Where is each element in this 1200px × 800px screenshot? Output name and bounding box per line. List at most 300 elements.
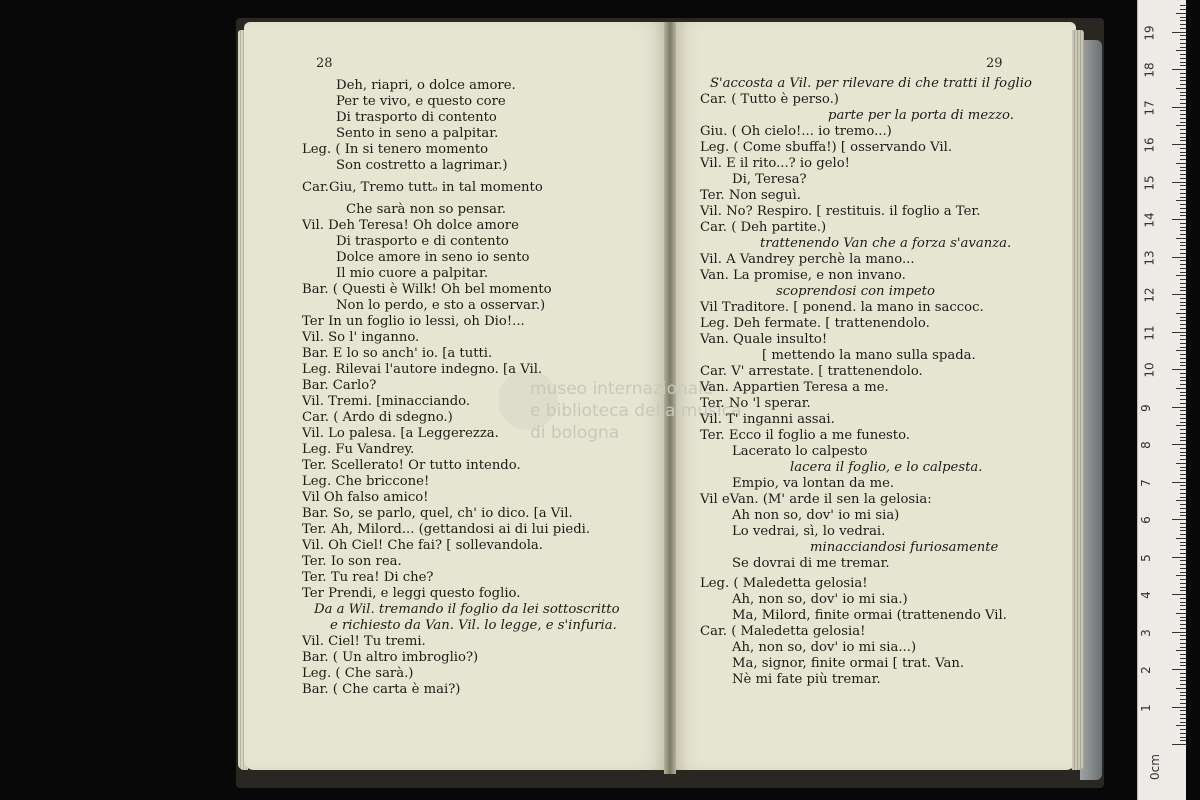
ruler-tick [1180, 283, 1186, 284]
ruler-tick [1180, 137, 1186, 138]
ruler-tick [1180, 635, 1186, 636]
ruler-number: 7 [1138, 478, 1153, 487]
ruler-tick [1176, 88, 1186, 89]
left-text-line: Ter. Scellerato! Or tutto intendo. [302, 458, 521, 473]
ruler-tick [1180, 159, 1186, 160]
ruler-number: 18 [1142, 62, 1157, 78]
ruler-tick [1180, 287, 1186, 288]
ruler-tick [1180, 354, 1186, 355]
right-text-line: scoprendosi con impeto [776, 284, 935, 299]
left-text-line: Vil. So l' inganno. [302, 330, 420, 345]
ruler-tick [1172, 407, 1186, 408]
right-text-line: Lo vedrai, sì, lo vedrai. [732, 524, 886, 539]
left-text-line: Car. ( Ardo di sdegno.) [302, 410, 453, 425]
right-text-line: Vil. A Vandrey perchè la mano... [700, 252, 915, 267]
ruler-tick [1180, 114, 1186, 115]
ruler-tick [1180, 703, 1186, 704]
ruler-tick [1180, 392, 1186, 393]
right-text-line: Van. Quale insulto! [700, 332, 828, 347]
ruler-tick [1180, 515, 1186, 516]
ruler-tick [1180, 249, 1186, 250]
right-text-line: Ah, non so, dov' io mi sia.) [732, 592, 908, 607]
ruler-tick [1180, 654, 1186, 655]
right-text-line: lacera il foglio, e lo calpesta. [790, 460, 983, 475]
ruler-tick [1180, 328, 1186, 329]
ruler-tick [1180, 242, 1186, 243]
right-text-line: Van. Appartien Teresa a me. [700, 380, 889, 395]
right-text-line: Leg. ( Come sbuffa!) [ osservando Vil. [700, 140, 953, 155]
ruler-tick [1180, 227, 1186, 228]
ruler-tick [1180, 24, 1186, 25]
right-text-line: Ah non so, dov' io mi sia) [732, 508, 900, 523]
ruler-number: 2 [1138, 666, 1153, 674]
ruler-number: 4 [1138, 591, 1153, 599]
ruler-tick [1180, 118, 1186, 119]
ruler-tick [1176, 613, 1186, 614]
right-text-line: Ter. No 'l sperar. [700, 396, 811, 411]
ruler-tick [1176, 500, 1186, 501]
ruler-tick [1180, 722, 1186, 723]
ruler-tick [1180, 347, 1186, 348]
ruler-tick [1180, 545, 1186, 546]
ruler-tick [1180, 197, 1186, 198]
left-text-line: Di trasporto di contento [336, 110, 497, 125]
ruler-number: 1 [1138, 703, 1153, 712]
right-page-number: 29 [986, 56, 1003, 71]
ruler-tick [1176, 275, 1186, 276]
ruler-tick [1180, 433, 1186, 434]
right-text-line: Ah, non so, dov' io mi sia...) [732, 640, 917, 655]
ruler-tick [1180, 710, 1186, 711]
left-text-line: Di trasporto e di contento [336, 234, 509, 249]
ruler-tick [1180, 440, 1186, 441]
ruler-tick [1180, 253, 1186, 254]
ruler-tick [1180, 643, 1186, 644]
left-text-line: Vil. Oh Ciel! Che fai? [ sollevandola. [302, 538, 543, 553]
ruler-tick [1176, 200, 1186, 201]
ruler-tick [1180, 512, 1186, 513]
ruler-tick [1180, 403, 1186, 404]
left-text-line: Ter. Io son rea. [302, 554, 402, 569]
ruler-tick [1172, 257, 1186, 258]
left-text-line: Leg. Che briccone! [302, 474, 430, 489]
ruler-tick [1176, 13, 1186, 14]
right-text-line: Car. ( Maledetta gelosia! [700, 624, 866, 639]
ruler-tick [1180, 695, 1186, 696]
ruler-number: 6 [1138, 516, 1153, 524]
left-text-line: Ter. Ah, Milord... (gettandosi ai di lui piedi. [302, 522, 591, 537]
ruler-tick [1180, 167, 1186, 168]
ruler-tick [1176, 350, 1186, 351]
ruler-tick [1180, 43, 1186, 44]
ruler-tick [1180, 493, 1186, 494]
ruler-tick [1172, 669, 1186, 670]
ruler-tick [1180, 362, 1186, 363]
ruler-tick [1172, 294, 1186, 295]
right-text-line: Se dovrai di me tremar. [732, 556, 890, 571]
ruler-tick [1180, 260, 1186, 261]
ruler-number: 15 [1142, 174, 1157, 191]
ruler-tick [1176, 688, 1186, 689]
ruler-tick [1180, 587, 1186, 588]
ruler-tick [1180, 309, 1186, 310]
ruler-tick [1180, 193, 1186, 194]
ruler-tick [1176, 538, 1186, 539]
left-page-number: 28 [316, 56, 333, 71]
right-text-line: Vil Traditore. [ ponend. la mano in saccoc. [700, 300, 984, 315]
right-text-line: Car. V' arrestate. [ trattenendolo. [700, 364, 923, 379]
ruler-tick [1172, 557, 1186, 558]
ruler-tick [1180, 384, 1186, 385]
ruler-tick [1180, 467, 1186, 468]
ruler-tick [1180, 395, 1186, 396]
ruler-tick [1180, 560, 1186, 561]
left-text-line: Ter In un foglio io lessi, oh Dio!... [302, 314, 525, 329]
ruler-tick [1180, 624, 1186, 625]
ruler-tick [1180, 553, 1186, 554]
left-text-line: Ter Prendi, e leggi questo foglio. [302, 586, 521, 601]
ruler-tick [1180, 692, 1186, 693]
ruler-tick [1180, 542, 1186, 543]
ruler-tick [1180, 527, 1186, 528]
right-text-line: Van. La promise, e non invano. [700, 268, 906, 283]
ruler-tick [1180, 174, 1186, 175]
ruler-number: 10 [1142, 362, 1157, 378]
left-text-line: Vil. Tremi. [minacciando. [302, 394, 471, 409]
ruler-tick [1180, 365, 1186, 366]
ruler-tick [1180, 590, 1186, 591]
ruler-number: 9 [1138, 403, 1153, 412]
ruler-tick [1180, 662, 1186, 663]
ruler-tick [1176, 725, 1186, 726]
ruler-tick [1180, 478, 1186, 479]
ruler-tick [1172, 482, 1186, 483]
ruler-tick [1180, 272, 1186, 273]
ruler-tick [1180, 373, 1186, 374]
ruler-tick [1180, 684, 1186, 685]
ruler-tick [1176, 575, 1186, 576]
left-text-line: Bar. ( Un altro imbroglio?) [302, 650, 479, 665]
ruler-tick [1180, 729, 1186, 730]
left-text-line: Da a Wil. tremando il foglio da lei sottoscritto [314, 602, 620, 617]
ruler-tick [1180, 335, 1186, 336]
ruler-number: 12 [1142, 287, 1157, 303]
ruler-tick [1180, 414, 1186, 415]
ruler-tick [1180, 223, 1186, 224]
ruler-tick [1180, 339, 1186, 340]
ruler-tick [1180, 609, 1186, 610]
ruler-number: 13 [1142, 249, 1157, 266]
ruler-tick [1172, 707, 1186, 708]
ruler-tick [1180, 317, 1186, 318]
measuring-ruler [1137, 0, 1186, 800]
left-text-line: Dolce amore in seno io sento [336, 250, 530, 265]
ruler-number: 5 [1138, 553, 1153, 562]
ruler-number: 17 [1142, 99, 1157, 116]
ruler-tick [1180, 152, 1186, 153]
ruler-tick [1180, 568, 1186, 569]
ruler-tick [1180, 410, 1186, 411]
ruler-tick [1172, 369, 1186, 370]
right-text-line: Ter. Ecco il foglio a me funesto. [700, 428, 910, 443]
ruler-tick [1180, 714, 1186, 715]
right-text-line: parte per la porta di mezzo. [828, 108, 1014, 123]
ruler-tick [1180, 380, 1186, 381]
ruler-tick [1180, 298, 1186, 299]
left-text-line: Son costretto a lagrimar.) [336, 158, 508, 173]
ruler-tick [1180, 474, 1186, 475]
ruler-tick [1180, 279, 1186, 280]
ruler-tick [1180, 598, 1186, 599]
left-text-line: Bar. So, se parlo, quel, ch' io dico. [a Vil. [302, 506, 573, 521]
right-text-line: Car. ( Tutto è perso.) [700, 92, 839, 107]
ruler-tick [1180, 212, 1186, 213]
ruler-tick [1180, 422, 1186, 423]
ruler-tick [1180, 418, 1186, 419]
ruler-tick [1180, 148, 1186, 149]
ruler-tick [1180, 140, 1186, 141]
ruler-tick [1180, 455, 1186, 456]
ruler-tick [1172, 332, 1186, 333]
ruler-tick [1180, 343, 1186, 344]
ruler-tick [1180, 628, 1186, 629]
ruler-tick [1180, 268, 1186, 269]
ruler-tick [1180, 639, 1186, 640]
ruler-tick [1172, 444, 1186, 445]
left-text-line: Bar. ( Questi è Wilk! Oh bel momento [302, 282, 552, 297]
left-text-line: Bar. ( Che carta è mai?) [302, 682, 461, 697]
ruler-tick [1180, 5, 1186, 6]
ruler-tick [1180, 170, 1186, 171]
ruler-tick [1180, 245, 1186, 246]
ruler-number: 3 [1138, 628, 1153, 637]
ruler-tick [1176, 650, 1186, 651]
right-text-line: Giu. ( Oh cielo!... io tremo...) [700, 124, 892, 139]
right-text-line: Di, Teresa? [732, 172, 807, 187]
ruler-tick [1176, 50, 1186, 51]
ruler-tick [1172, 182, 1186, 183]
ruler-tick [1180, 92, 1186, 93]
left-text-line: Che sarà non so pensar. [346, 202, 507, 217]
left-text-line: Vil. Lo palesa. [a Leggerezza. [302, 426, 499, 441]
ruler-tick [1180, 452, 1186, 453]
ruler-tick [1180, 564, 1186, 565]
right-text-line: S'accosta a Vil. per rilevare di che tratti il foglio [710, 76, 1032, 91]
ruler-tick [1180, 523, 1186, 524]
ruler-number: 14 [1142, 212, 1157, 228]
ruler-tick [1180, 234, 1186, 235]
left-text-line: Vil. Deh Teresa! Oh dolce amore [302, 218, 519, 233]
ruler-tick [1172, 594, 1186, 595]
left-text-line: Vil Oh falso amico! [302, 490, 429, 505]
ruler-tick [1180, 155, 1186, 156]
ruler-tick [1180, 84, 1186, 85]
ruler-tick [1180, 470, 1186, 471]
right-text-line: [ mettendo la mano sulla spada. [762, 348, 976, 363]
ruler-tick [1180, 230, 1186, 231]
ruler-tick [1180, 572, 1186, 573]
right-text-line: Ma, signor, finite ormai [ trat. Van. [732, 656, 965, 671]
ruler-tick [1180, 73, 1186, 74]
right-text-line: Vil. E il rito...? io gelo! [700, 156, 850, 171]
ruler-tick [1172, 32, 1186, 33]
ruler-tick [1180, 77, 1186, 78]
right-text-line: Vil. T' inganni assai. [700, 412, 835, 427]
ruler-tick [1180, 215, 1186, 216]
ruler-tick [1180, 448, 1186, 449]
ruler-tick [1180, 497, 1186, 498]
left-text-line: Car.Giu, Tremo tuttₒ in tal momento [302, 180, 543, 195]
watermark-line: e biblioteca della musica [530, 401, 742, 421]
ruler-tick [1180, 62, 1186, 63]
ruler-tick [1180, 324, 1186, 325]
ruler-tick [1172, 519, 1186, 520]
ruler-tick [1180, 699, 1186, 700]
right-text-line: Ma, Milord, finite ormai (trattenendo Vil. [732, 608, 1007, 623]
ruler-tick [1180, 185, 1186, 186]
ruler-number: 16 [1142, 137, 1157, 153]
ruler-tick [1180, 677, 1186, 678]
ruler-tick [1172, 219, 1186, 220]
ruler-tick [1176, 463, 1186, 464]
ruler-tick [1180, 733, 1186, 734]
ruler-tick [1180, 429, 1186, 430]
ruler-tick [1180, 534, 1186, 535]
ruler-tick [1180, 489, 1186, 490]
ruler-tick [1180, 718, 1186, 719]
ruler-tick [1180, 208, 1186, 209]
ruler-tick [1180, 620, 1186, 621]
ruler-tick [1180, 20, 1186, 21]
ruler-tick [1180, 28, 1186, 29]
ruler-tick [1172, 632, 1186, 633]
right-text-line: Leg. ( Maledetta gelosia! [700, 576, 868, 591]
ruler-tick [1180, 583, 1186, 584]
left-text-line: Leg. ( In si tenero momento [302, 142, 489, 157]
ruler-tick [1180, 39, 1186, 40]
left-text-line: Bar. E lo so anch' io. [a tutti. [302, 346, 493, 361]
ruler-tick [1180, 290, 1186, 291]
ruler-number: 11 [1142, 324, 1157, 341]
ruler-tick [1180, 264, 1186, 265]
ruler-tick [1180, 658, 1186, 659]
ruler-tick [1180, 680, 1186, 681]
ruler-tick [1172, 144, 1186, 145]
ruler-tick [1180, 189, 1186, 190]
ruler-tick [1180, 103, 1186, 104]
left-text-line: Il mio cuore a palpitar. [336, 266, 489, 281]
ruler-tick [1172, 744, 1186, 745]
ruler-tick [1180, 504, 1186, 505]
ruler-tick [1176, 388, 1186, 389]
ruler-tick [1180, 665, 1186, 666]
ruler-tick [1180, 178, 1186, 179]
right-page-edges [1072, 30, 1084, 770]
right-text-line: Empio, va lontan da me. [732, 476, 895, 491]
left-text-line: Deh, riapri, o dolce amore. [336, 78, 516, 93]
ruler-number: 19 [1142, 24, 1157, 41]
ruler-tick [1180, 9, 1186, 10]
ruler-tick [1180, 673, 1186, 674]
ruler-tick [1180, 129, 1186, 130]
ruler-tick [1180, 302, 1186, 303]
ruler-tick [1180, 122, 1186, 123]
ruler-tick [1180, 377, 1186, 378]
left-text-line: Per te vivo, e questo core [336, 94, 506, 109]
left-text-line: Leg. Rilevai l'autore indegno. [a Vil. [302, 362, 543, 377]
right-text-line: Lacerato lo calpesto [732, 444, 868, 459]
ruler-tick [1180, 204, 1186, 205]
ruler-tick [1180, 65, 1186, 66]
ruler-tick [1176, 163, 1186, 164]
ruler-label: 0cm [1147, 754, 1162, 780]
ruler-tick [1180, 54, 1186, 55]
ruler-tick [1180, 17, 1186, 18]
right-text-line: Vil. No? Respiro. [ restituis. il foglio a Ter. [700, 204, 981, 219]
left-text-line: Bar. Carlo? [302, 378, 377, 393]
right-text-line: Ter. Non seguì. [700, 188, 801, 203]
ruler-tick [1180, 508, 1186, 509]
ruler-tick [1180, 647, 1186, 648]
ruler-tick [1180, 80, 1186, 81]
watermark-line: museo internazionale [530, 379, 714, 399]
left-text-line: Sento in seno a palpitar. [336, 126, 499, 141]
right-text-line: Leg. Deh fermate. [ trattenendolo. [700, 316, 930, 331]
ruler-tick [1180, 549, 1186, 550]
ruler-tick [1180, 35, 1186, 36]
right-text-line: trattenendo Van che a forza s'avanza. [760, 236, 1012, 251]
ruler-tick [1172, 69, 1186, 70]
right-text-line: minacciandosi furiosamente [810, 540, 999, 555]
ruler-tick [1180, 99, 1186, 100]
ruler-tick [1180, 485, 1186, 486]
ruler-tick [1180, 437, 1186, 438]
ruler-tick [1176, 313, 1186, 314]
ruler-tick [1180, 617, 1186, 618]
ruler-tick [1180, 358, 1186, 359]
left-text-line: Ter. Tu rea! Di che? [302, 570, 434, 585]
ruler-tick [1180, 605, 1186, 606]
left-text-line: Non lo perdo, e sto a osservar.) [336, 298, 546, 313]
ruler-tick [1176, 125, 1186, 126]
ruler-tick [1180, 95, 1186, 96]
ruler-tick [1180, 459, 1186, 460]
ruler-number: 8 [1138, 441, 1153, 449]
ruler-tick [1180, 305, 1186, 306]
right-text-line: Car. ( Deh partite.) [700, 220, 827, 235]
ruler-tick [1180, 47, 1186, 48]
left-text-line: Leg. ( Che sarà.) [302, 666, 414, 681]
ruler-tick [1180, 737, 1186, 738]
right-text-line: Nè mi fate più tremar. [732, 672, 881, 687]
ruler-tick [1180, 602, 1186, 603]
ruler-tick [1180, 740, 1186, 741]
ruler-tick [1180, 320, 1186, 321]
left-text-line: Leg. Fu Vandrey. [302, 442, 415, 457]
ruler-tick [1176, 425, 1186, 426]
ruler-tick [1180, 133, 1186, 134]
right-text-line: Vil eVan. (M' arde il sen la gelosia: [700, 492, 932, 507]
watermark-line: di bologna [530, 423, 620, 443]
ruler-tick [1180, 110, 1186, 111]
ruler-tick [1176, 238, 1186, 239]
ruler-tick [1180, 399, 1186, 400]
ruler-tick [1180, 58, 1186, 59]
left-text-line: e richiesto da Van. Vil. lo legge, e s'infuria. [330, 618, 617, 633]
ruler-tick [1180, 579, 1186, 580]
left-text-line: Vil. Ciel! Tu tremi. [302, 634, 426, 649]
ruler-tick [1180, 530, 1186, 531]
